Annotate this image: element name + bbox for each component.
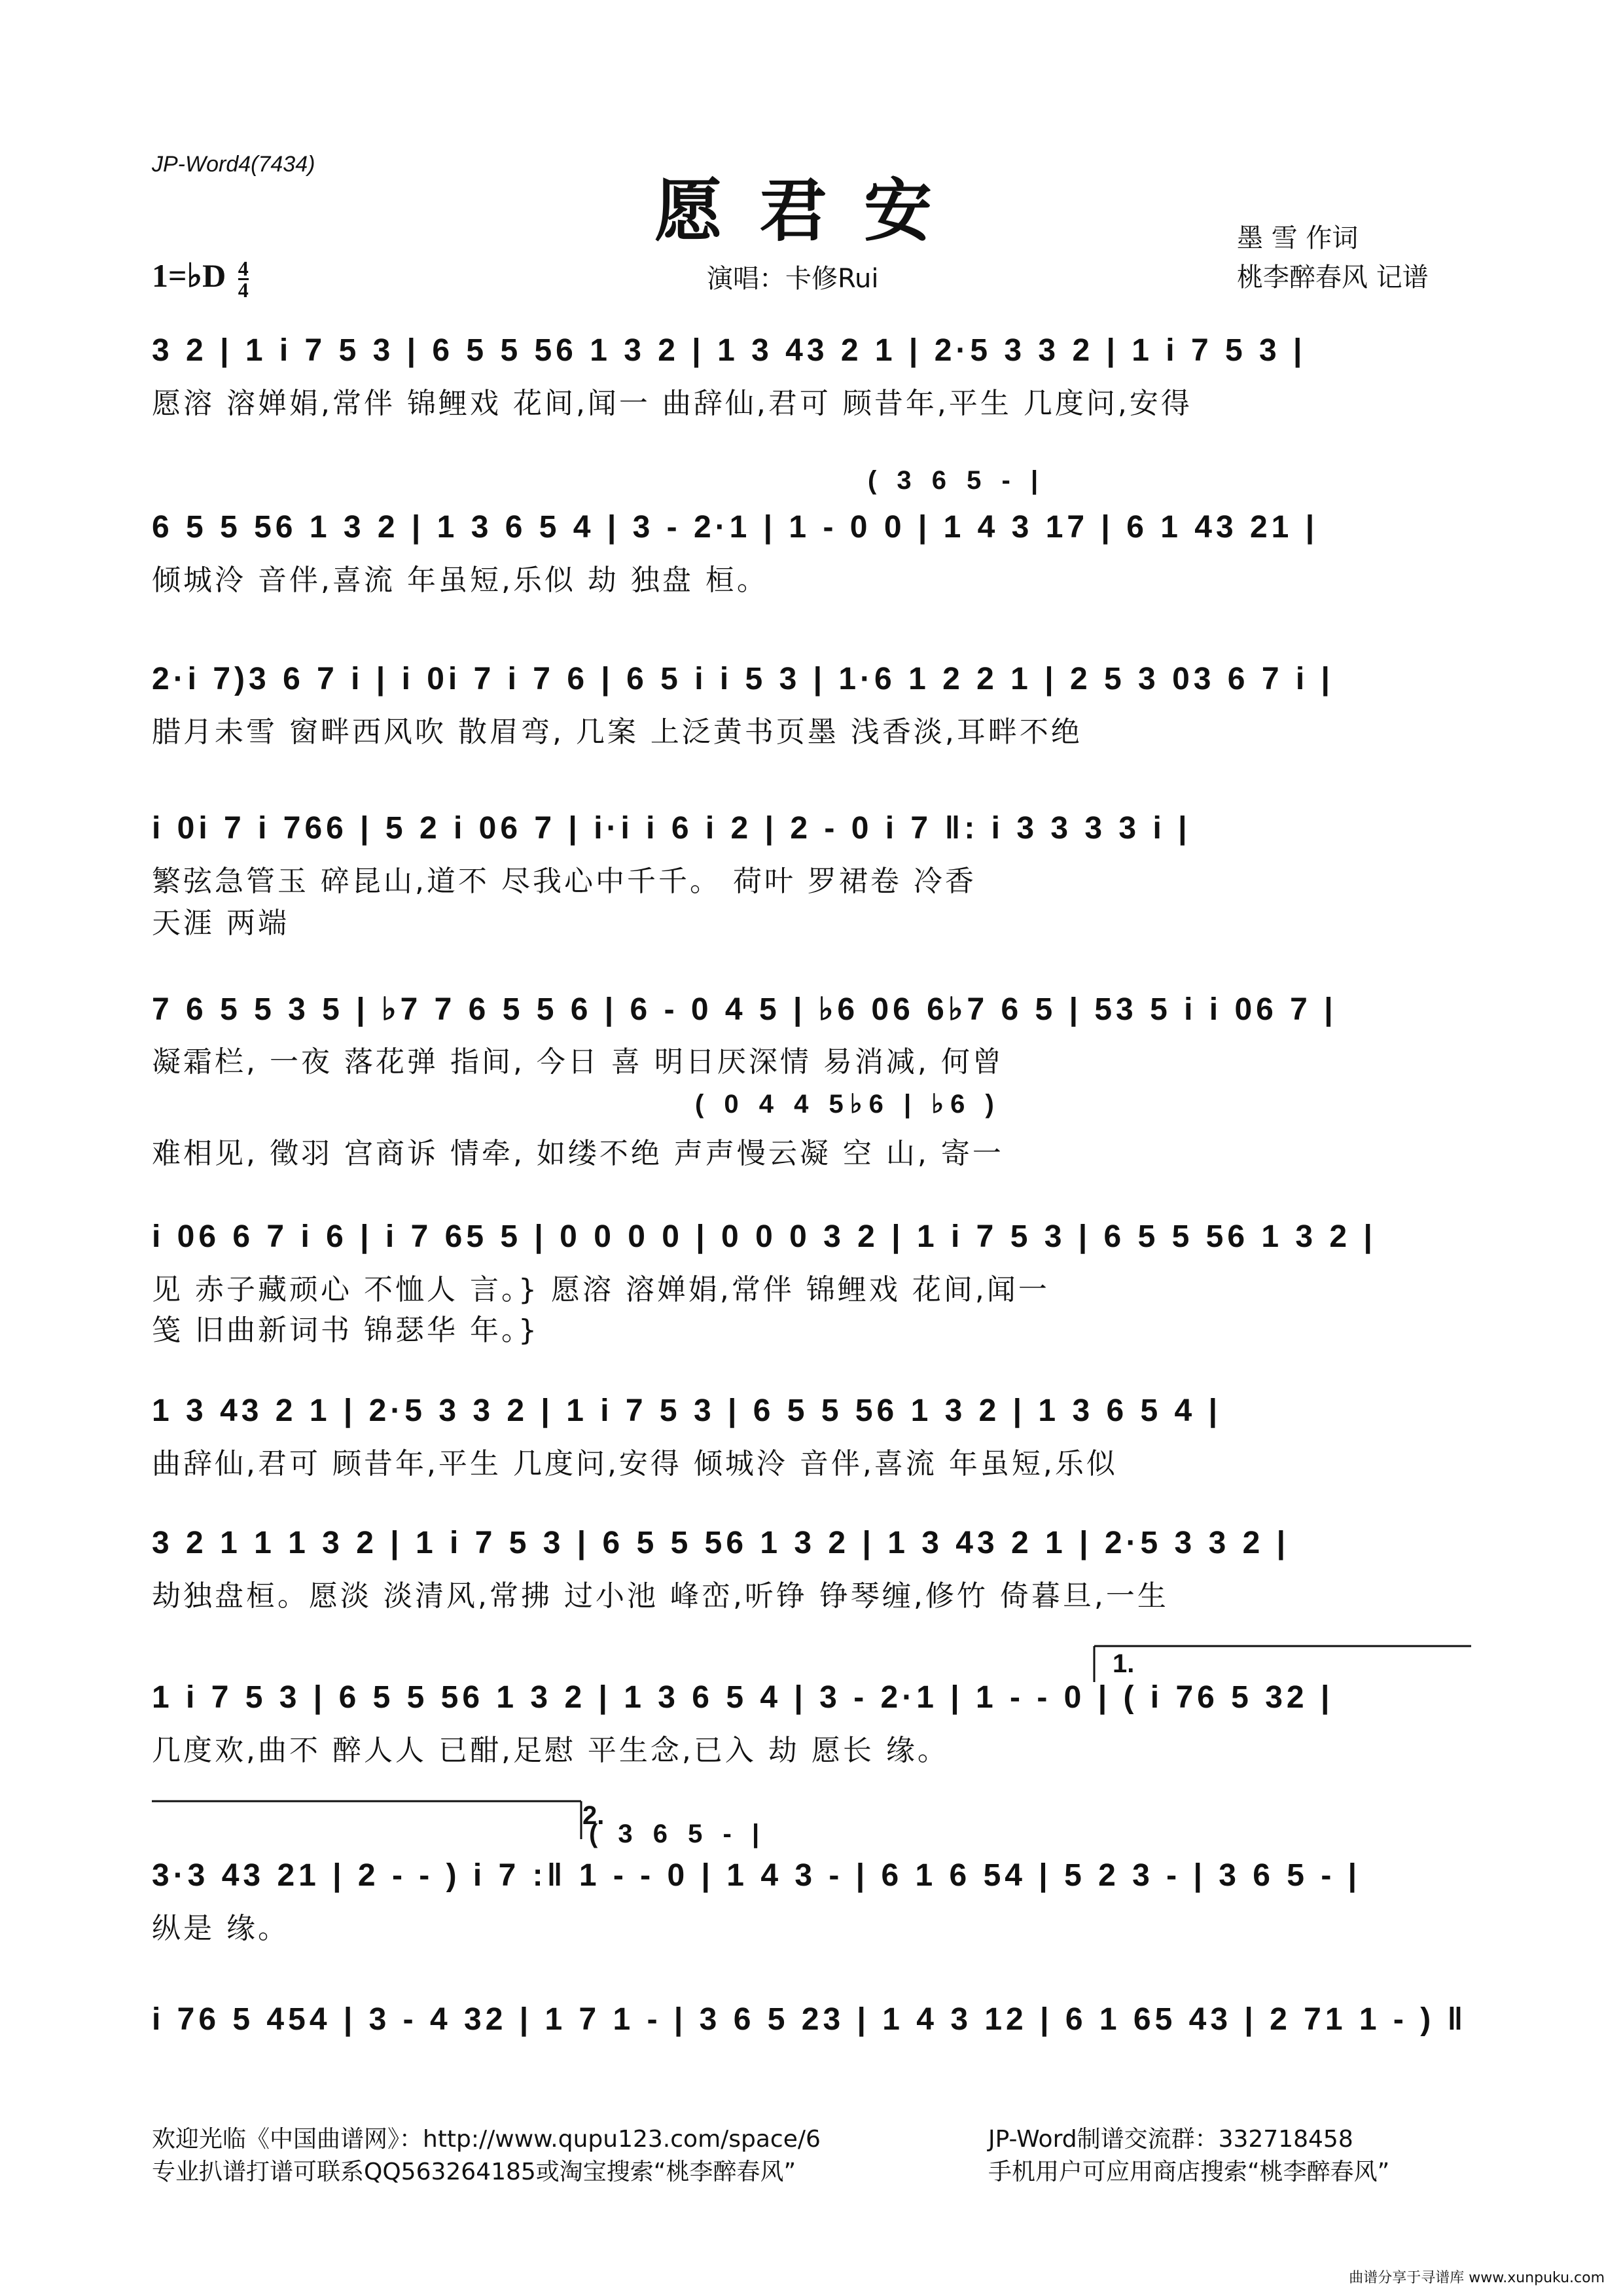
lyric-line: 凝霜栏, 一夜 落花弹 指间, 今日 喜 明日厌深情 易消减, 何曾 bbox=[152, 1045, 1004, 1079]
footer-website: 欢迎光临《中国曲谱网》：http://www.qupu123.com/space/6 bbox=[152, 2126, 821, 2153]
software-version: JP-Word4(7434) bbox=[152, 152, 315, 177]
lyric-line: 腊月未雪 窗畔西风吹 散眉弯, 几案 上泛黄书页墨 浅香淡,耳畔不绝 bbox=[152, 715, 1082, 749]
notation-line: 6 5 5 56 1 3 2 | 1 3 6 5 4 | 3 - 2·1 | 1 - 0 0 | 1 4 3 17 | 6 1 43 21 | bbox=[152, 510, 1319, 545]
notation-line: 1 3 43 2 1 | 2·5 3 3 2 | 1 i 7 5 3 | 6 5 5 56 1 3 2 | 1 3 6 5 4 | bbox=[152, 1393, 1222, 1428]
notation-line: 3 2 1 1 1 3 2 | 1 i 7 5 3 | 6 5 5 56 1 3 2 | 1 3 43 2 1 | 2·5 3 3 2 | bbox=[152, 1526, 1290, 1560]
watermark: 曲谱分享于寻谱库 www.xunpuku.com bbox=[1349, 2270, 1605, 2286]
lyric-line: 难相见, 徵羽 宫商诉 情牵, 如缕不绝 声声慢云凝 空 山, 寄一 bbox=[152, 1137, 1004, 1170]
footer-contact: 专业扒谱打谱可联系QQ563264185或淘宝搜索“桃李醉春风” bbox=[152, 2159, 796, 2185]
singer-credit: 演唱：卡修Rui bbox=[707, 264, 879, 294]
lyric-line: 愿溶 溶婵娟,常伴 锦鲤戏 花间,闻一 曲辞仙,君可 顾昔年,平生 几度问,安得 bbox=[152, 387, 1192, 420]
key-signature bbox=[152, 257, 249, 300]
time-signature bbox=[238, 259, 249, 300]
lyric-line: 倾城泠 音伴,喜流 年虽短,乐似 劫 独盘 桓。 bbox=[152, 564, 768, 597]
time-top: 4 bbox=[238, 257, 249, 281]
lyric-line: 繁弦急管玉 碎昆山,道不 尽我心中千千。 荷叶 罗裙卷 冷香 bbox=[152, 865, 976, 898]
lyric-line: 曲辞仙,君可 顾昔年,平生 几度问,安得 倾城泠 音伴,喜流 年虽短,乐似 bbox=[152, 1447, 1118, 1480]
lyric-line: 劫独盘桓。愿淡 淡清风,常拂 过小池 峰峦,听铮 铮琴缠,修竹 倚暮旦,一生 bbox=[152, 1579, 1169, 1613]
notation-line: 3 2 | 1 i 7 5 3 | 6 5 5 56 1 3 2 | 1 3 43 2 1 | 2·5 3 3 2 | 1 i 7 5 3 | bbox=[152, 333, 1306, 368]
lyric-line: 纵是 缘。 bbox=[152, 1912, 289, 1945]
notation-line: 7 6 5 5 3 5 | ♭7 7 6 5 5 6 | 6 - 0 4 5 | ♭6 06 6♭7 6 5 | 53 5 i i 06 7 | bbox=[152, 992, 1337, 1027]
lyric-line: 笺 旧曲新词书 锦瑟华 年。} bbox=[152, 1314, 539, 1347]
footer-group: JP-Word制谱交流群：332718458 bbox=[988, 2126, 1353, 2153]
notation-line: i 0i 7 i 766 | 5 2 i 06 7 | i·i i 6 i 2 | 2 - 0 i 7 ‖: i 3 3 3 3 i | bbox=[152, 811, 1191, 846]
song-title: 愿君安 bbox=[654, 170, 969, 251]
sub-notation: ( 3 6 5 - | bbox=[589, 1820, 766, 1848]
notation-line: 2·i 7)3 6 7 i | i 0i 7 i 7 6 | 6 5 i i 5 3 | 1·6 1 2 2 1 | 2 5 3 03 6 7 i | bbox=[152, 662, 1334, 696]
time-bottom: 4 bbox=[238, 278, 249, 302]
footer-app-search: 手机用户可应用商店搜索“桃李醉春风” bbox=[988, 2159, 1390, 2185]
key-label: 1=♭D bbox=[152, 257, 226, 294]
volta-1-label: 1. bbox=[1113, 1649, 1135, 1678]
transcriber-credit: 桃李醉春风 记谱 bbox=[1237, 262, 1429, 293]
lyric-line: 见 赤子藏顽心 不恤人 言。} 愿溶 溶婵娟,常伴 锦鲤戏 花间,闻一 bbox=[152, 1273, 1050, 1306]
sub-notation: ( 0 4 4 5♭6 | ♭6 ) bbox=[695, 1090, 1001, 1119]
notation-line: i 06 6 7 i 6 | i 7 65 5 | 0 0 0 0 | 0 0 0 3 2 | 1 i 7 5 3 | 6 5 5 56 1 3 2 | bbox=[152, 1219, 1376, 1254]
notation-line: 1 i 7 5 3 | 6 5 5 56 1 3 2 | 1 3 6 5 4 | 3 - 2·1 | 1 - - 0 | ( i 76 5 32 | bbox=[152, 1680, 1334, 1715]
sub-notation: ( 3 6 5 - | bbox=[868, 466, 1045, 495]
lyric-line: 几度欢,曲不 醉人人 已酣,足慰 平生念,已入 劫 愿长 缘。 bbox=[152, 1734, 949, 1767]
lyric-line: 天涯 两端 bbox=[152, 906, 289, 940]
volta-2-label: 2. bbox=[582, 1801, 605, 1830]
notation-line: i 76 5 454 | 3 - 4 32 | 1 7 1 - | 3 6 5 23 | 1 4 3 12 | 6 1 65 43 | 2 71 1 - ) ‖ bbox=[152, 2002, 1467, 2037]
lyricist-credit: 墨 雪 作词 bbox=[1237, 223, 1359, 253]
notation-line: 3·3 43 21 | 2 - - ) i 7 :‖ 1 - - 0 | 1 4 3 - | 6 1 6 54 | 5 2 3 - | 3 6 5 - | bbox=[152, 1858, 1361, 1893]
